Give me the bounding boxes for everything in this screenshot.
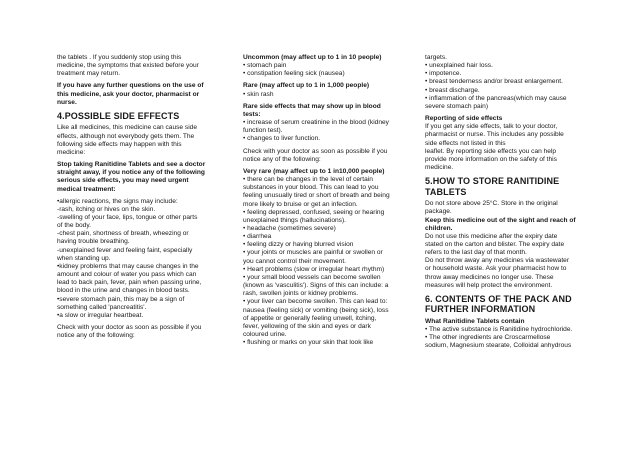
reporting-paragraph bbox=[425, 123, 597, 172]
text-line: refers to the last day of that month. bbox=[425, 249, 527, 257]
text-line: the tablets . If you suddenly stop using this bbox=[57, 54, 182, 61]
very-rare-list bbox=[243, 176, 415, 347]
like-all-paragraph bbox=[57, 124, 229, 157]
text-line: function test). bbox=[243, 127, 283, 135]
text-line: Keep this medicine out of the sight and reach of bbox=[425, 216, 576, 224]
text-line: Stop taking Ranitidine Tablets and see a doctor bbox=[57, 161, 206, 169]
text-line: medicine. bbox=[425, 164, 454, 172]
column-1 bbox=[57, 54, 229, 344]
text-line: serious side effects, you may need urgent bbox=[57, 177, 189, 185]
text-line: • unexplained hair loss. bbox=[425, 62, 493, 70]
text-line: • feeling dizzy or having blurred vision bbox=[243, 241, 354, 249]
continued-list bbox=[425, 54, 597, 111]
text-line: treatment may return. bbox=[57, 70, 121, 78]
text-line: more likely to bruise or get an infection. bbox=[243, 200, 358, 208]
ingredients-list bbox=[425, 326, 597, 350]
text-line: Do not throw away any medicines via wastewater bbox=[425, 257, 570, 265]
text-line: • Heart problems (slow or irregular heart rhythm) bbox=[243, 265, 385, 273]
text-line: of the body. bbox=[57, 222, 91, 230]
text-line: feeling unusually tired or short of breath and being bbox=[243, 192, 390, 200]
text-line: Rare side effects that may show up in blood bbox=[243, 102, 381, 110]
text-line: throw away medicines no longer use. These bbox=[425, 273, 554, 281]
uncommon-list bbox=[243, 62, 415, 78]
text-line: TABLETS bbox=[425, 186, 467, 197]
questions-paragraph bbox=[57, 82, 229, 106]
text-line: • your liver can become swollen. This can lead to: bbox=[243, 298, 388, 306]
text-line: • stomach pain bbox=[243, 62, 287, 70]
text-line: If you have any further questions on the use of bbox=[57, 82, 204, 90]
reporting-heading: Reporting of side effects bbox=[425, 115, 503, 123]
text-line: • breast discharge. bbox=[425, 86, 480, 94]
text-line: • impotence. bbox=[425, 70, 462, 78]
text-line: • inflammation of the pancreas(which may cause bbox=[425, 94, 567, 102]
section-5-heading bbox=[425, 176, 597, 197]
text-line: • increase of serum creatinine in the blood (kidney bbox=[243, 119, 389, 127]
text-line: •allergic reactions, the signs may include: bbox=[57, 197, 178, 205]
rare-list bbox=[243, 91, 415, 99]
text-line: this medicine, ask your doctor, pharmacist or bbox=[57, 90, 200, 98]
text-line: -unexplained fever and feeling faint, especially bbox=[57, 246, 193, 254]
text-line: when standing up. bbox=[57, 254, 111, 262]
text-line: something called 'pancreatitis'. bbox=[57, 303, 147, 311]
text-line: unexplained things (hallucinations). bbox=[243, 216, 347, 224]
text-line: • headache (sometimes severe) bbox=[243, 224, 336, 232]
text-line: fever, yellowing of the skin and eyes or dark bbox=[243, 322, 371, 330]
text-line: pharmacist or nurse. This includes any possible bbox=[425, 131, 564, 139]
text-line: • breast tenderness and/or breast enlargement. bbox=[425, 78, 563, 86]
section-4-heading: 4.POSSIBLE SIDE EFFECTS bbox=[57, 110, 180, 121]
check-doctor-paragraph-2 bbox=[243, 148, 415, 164]
contains-heading: What Ranitidine Tablets contain bbox=[425, 317, 525, 325]
rare-heading: Rare (may affect up to 1 in 1,000 people) bbox=[243, 82, 370, 90]
text-line: of appetite or generally feeling unwell, itching, bbox=[243, 314, 377, 322]
text-line: Check with your doctor as soon as possible if you bbox=[57, 324, 202, 332]
text-line: Check with your doctor as soon as possible if you bbox=[243, 147, 388, 155]
text-line: medical treatment: bbox=[57, 185, 116, 193]
column-2 bbox=[243, 54, 415, 351]
text-line: • your joints or muscles are painful or swollen or bbox=[243, 249, 383, 257]
text-line: provide more information on the safety of this bbox=[425, 155, 557, 163]
text-line: tests: bbox=[243, 110, 261, 118]
section-6-heading bbox=[425, 294, 597, 315]
text-line: • diarrhea bbox=[243, 233, 272, 241]
text-line: FURTHER INFORMATION bbox=[425, 304, 536, 315]
text-line: notice any of the following: bbox=[243, 155, 321, 163]
blood-tests-list bbox=[243, 119, 415, 143]
text-line: Do not use this medicine after the expiry date bbox=[425, 232, 558, 240]
text-line: package. bbox=[425, 208, 452, 216]
text-line: following side effects may happen with this bbox=[57, 140, 182, 148]
text-line: targets. bbox=[425, 54, 447, 61]
text-line: •a slow or irregular heartbeat. bbox=[57, 311, 144, 319]
text-line: •kidney problems that may cause changes in the bbox=[57, 262, 199, 270]
keep-out-of-reach bbox=[425, 217, 597, 233]
text-line: • flushing or marks on your skin that look like bbox=[243, 339, 374, 347]
text-line: blood in the urine and changes in blood tests. bbox=[57, 287, 190, 295]
text-line: If you get any side effects, talk to your doctor, bbox=[425, 123, 558, 131]
text-line: straight away, if you notice any of the following bbox=[57, 169, 205, 177]
text-line: • The other ingredients are Croscarmellose bbox=[425, 334, 551, 342]
text-line: • The active substance is Ranitidine hydrochloride. bbox=[425, 326, 573, 334]
text-line: effects, although not everybody gets them. The bbox=[57, 132, 195, 140]
text-line: children. bbox=[425, 224, 453, 232]
column-3 bbox=[425, 54, 597, 355]
text-line: severe stomach pain) bbox=[425, 102, 489, 110]
very-rare-heading: Very rare (may affect up to 1 in10,000 people) bbox=[243, 167, 385, 175]
text-line: Like all medicines, this medicine can cause side bbox=[57, 124, 198, 132]
text-line: 5.HOW TO STORE RANITIDINE bbox=[425, 176, 560, 187]
text-line: -swelling of your face, lips, tongue or other parts bbox=[57, 214, 198, 221]
text-line: leaflet. By reporting side effects you can help bbox=[425, 147, 557, 155]
uncommon-heading: Uncommon (may affect up to 1 in 10 people) bbox=[243, 54, 382, 61]
text-line: you cannot control their movement. bbox=[243, 257, 346, 265]
text-line: Do not store above 25°C. Store in the original bbox=[425, 200, 558, 208]
serious-effects-list bbox=[57, 198, 229, 320]
blood-tests-heading bbox=[243, 103, 415, 119]
text-line: having trouble breathing. bbox=[57, 238, 130, 246]
text-line: medicine: bbox=[57, 148, 86, 156]
intro-paragraph bbox=[57, 54, 229, 78]
text-line: substances in your blood. This can lead to you bbox=[243, 184, 379, 192]
text-line: coloured urine. bbox=[243, 331, 287, 338]
check-doctor-paragraph bbox=[57, 324, 229, 340]
text-line: -chest pain, shortness of breath, wheezing or bbox=[57, 230, 189, 238]
text-line: notice any of the following: bbox=[57, 332, 135, 340]
text-line: medicine, the symptoms that existed before your bbox=[57, 62, 199, 70]
text-line: nausea (feeling sick) or vomiting (being sick), loss bbox=[243, 306, 389, 314]
text-line: rash, swollen joints or kidney problems. bbox=[243, 290, 359, 298]
text-line: • your small blood vessels can become swollen bbox=[243, 273, 381, 281]
text-line: (known as 'vasculitis'). Signs of this can include: a bbox=[243, 282, 389, 290]
text-line: • skin rash bbox=[243, 90, 274, 98]
stop-taking-paragraph bbox=[57, 161, 229, 194]
text-line: -rash, itching or hives on the skin. bbox=[57, 205, 156, 213]
text-line: •severe stomach pain, this may be a sign of bbox=[57, 295, 185, 303]
storage-paragraph bbox=[425, 200, 597, 216]
text-line: nurse. bbox=[57, 98, 77, 106]
text-line: sodium, Magnesium stearate, Colloidal anhydrous bbox=[425, 342, 572, 350]
text-line: or household waste. Ask your pharmacist how to bbox=[425, 265, 567, 273]
text-line: stated on the carton and blister. The expiry date bbox=[425, 240, 565, 248]
text-line: • constipation feeling sick (nausea) bbox=[243, 70, 345, 78]
text-line: lead to back pain, fever, pain when passing urine, bbox=[57, 279, 202, 287]
text-line: side effects not listed in this bbox=[425, 139, 506, 147]
text-line: amount and colour of water you pass which can bbox=[57, 271, 197, 279]
text-line: • feeling depressed, confused, seeing or hearing bbox=[243, 208, 385, 216]
text-line: • changes to liver function. bbox=[243, 135, 321, 143]
text-line: • there can be changes in the level of certain bbox=[243, 176, 373, 184]
disposal-paragraph bbox=[425, 233, 597, 290]
text-line: measures will help protect the environment. bbox=[425, 281, 553, 289]
text-line: 6. CONTENTS OF THE PACK AND bbox=[425, 293, 572, 304]
